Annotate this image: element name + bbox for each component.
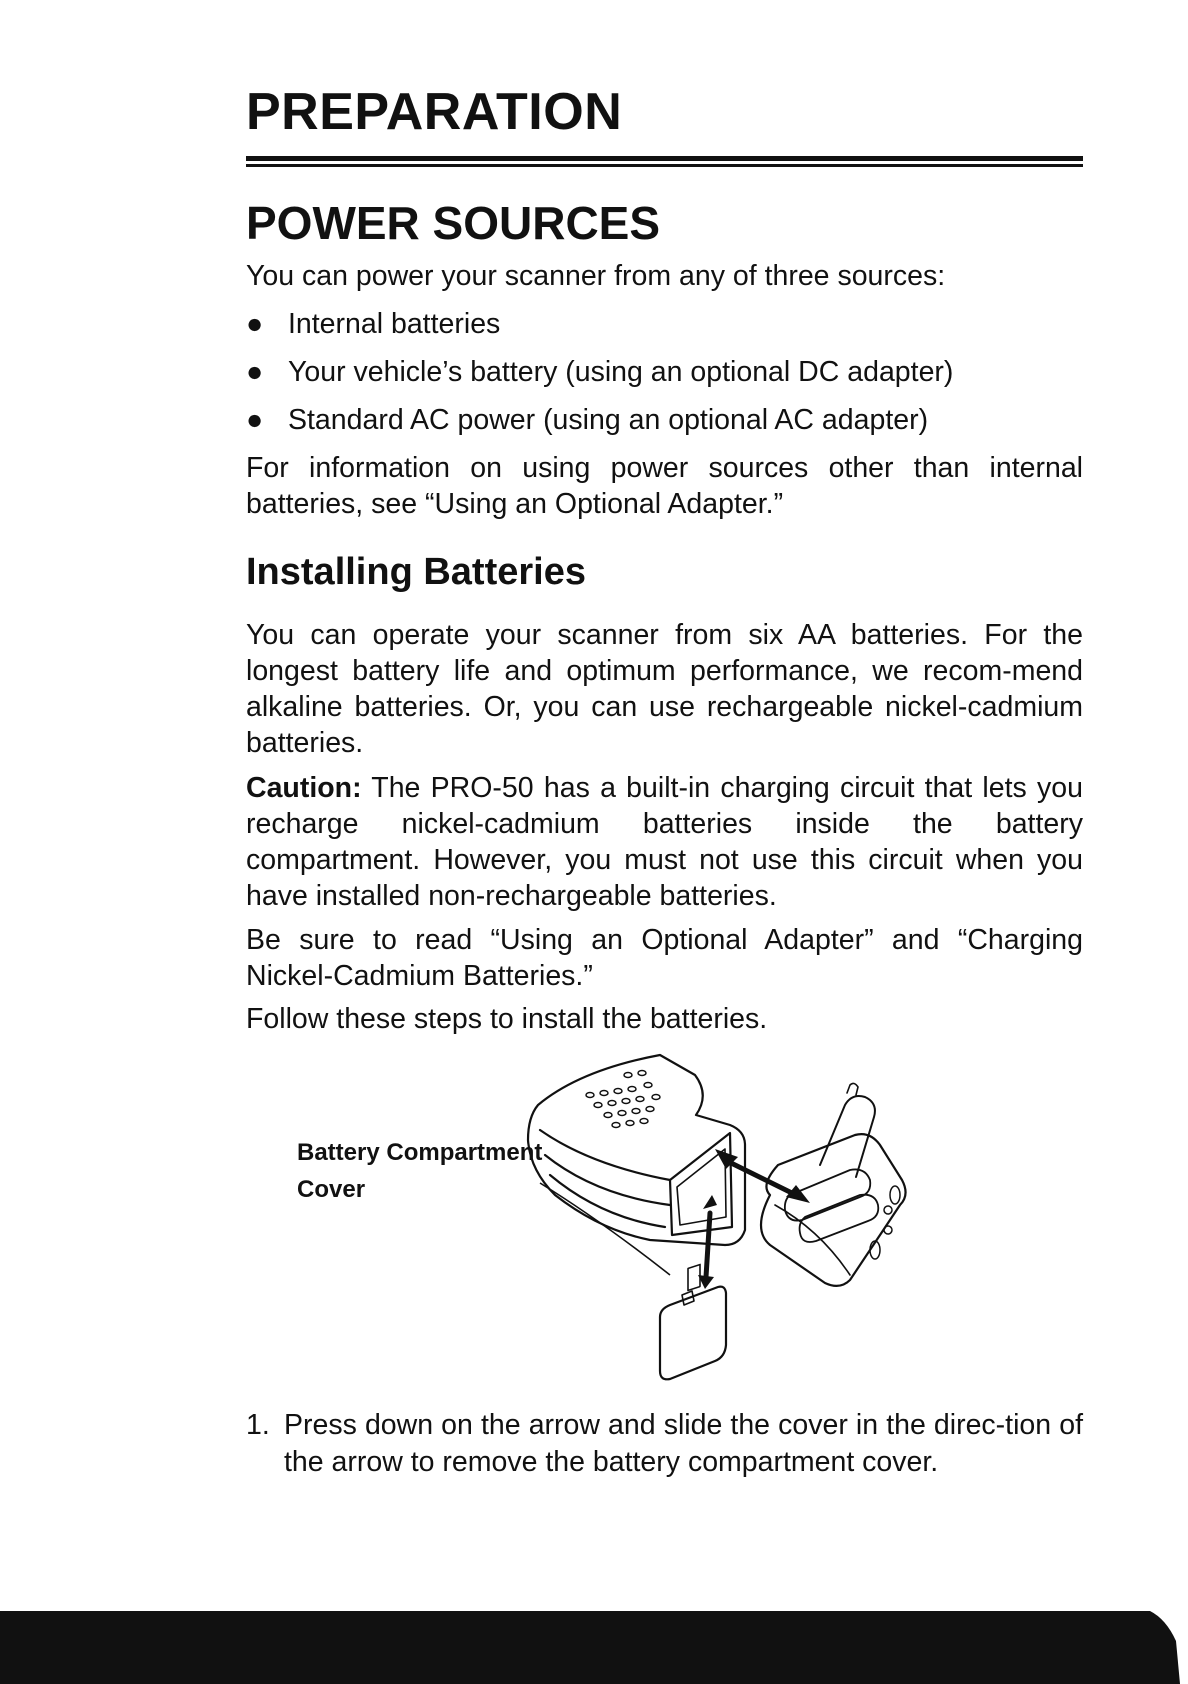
caution-label: Caution: [246, 772, 362, 804]
step-text: Press down on the arrow and slide the cover in the direc-tion of the arrow to remove the battery compartment cover. [284, 1409, 1083, 1478]
label-leader-line [540, 1183, 670, 1275]
step-number: 1. [246, 1409, 270, 1441]
info-paragraph: For information on using power sources other than internal batteries, see “Using an Optional Adapter.” [246, 452, 1083, 520]
footer-bar [0, 1601, 1188, 1684]
battery-installation-illustration [520, 1045, 970, 1385]
title-rule-thin [246, 164, 1083, 167]
chapter-title: PREPARATION [246, 83, 623, 141]
bullet-icon: ● [246, 404, 264, 436]
figure-label: Battery Compartment [297, 1139, 543, 1166]
bullet-icon: ● [246, 308, 264, 340]
scanner-body [528, 1055, 745, 1245]
batteries-paragraph: You can operate your scanner from six AA batteries. For the longest battery life and optimum performance, we recom-mend alkaline batteries. Or, you can use rechargeable nickel-cadmium batteries. [246, 619, 1083, 759]
lift-arrow [706, 1213, 710, 1277]
caution-paragraph: Caution: The PRO-50 has a built-in charging circuit that lets you recharge nickel-cadmium batteries inside the battery compartment. However, you must not use this circuit when you have installed non-rechargeable batteries. [246, 772, 1083, 912]
section-heading: POWER SOURCES [246, 197, 661, 249]
slide-arrow [725, 1160, 800, 1197]
read-first-paragraph: Be sure to read “Using an Optional Adapter” and “Charging Nickel-Cadmium Batteries.” [246, 924, 1083, 992]
intro-text: You can power your scanner from any of three sources: [246, 260, 946, 292]
compartment-cover [660, 1287, 726, 1380]
steps-intro: Follow these steps to install the batteries. [246, 1003, 768, 1035]
title-rule [246, 156, 1083, 161]
bullet-icon: ● [246, 356, 264, 388]
subsection-heading: Installing Batteries [246, 551, 586, 593]
figure-label: Cover [297, 1176, 366, 1203]
